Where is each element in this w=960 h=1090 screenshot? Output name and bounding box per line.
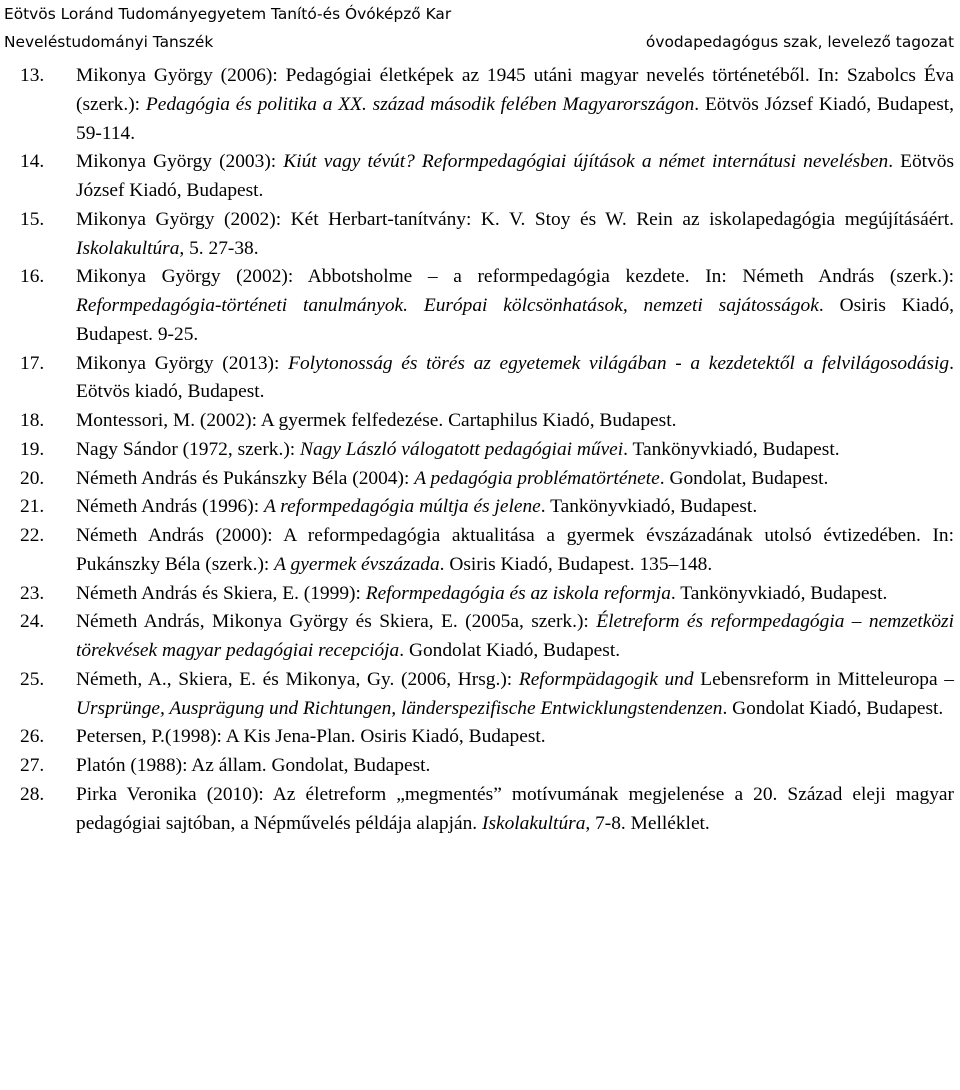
reference-text: Mikonya György (2006): Pedagógiai életképek az 1945 utáni magyar nevelés történetéből. In: Szabolcs Éva (szerk.):	[76, 65, 954, 115]
reference-text: Németh András, Mikonya György és Skiera, E. (2005a, szerk.):	[76, 611, 597, 633]
reference-number: 20.	[20, 467, 45, 489]
reference-text: Németh András és Skiera, E. (1999):	[76, 582, 366, 604]
reference-number: 26.	[20, 726, 45, 748]
reference-text: . Gondolat, Budapest.	[659, 467, 829, 489]
reference-text: Platón (1988): Az állam. Gondolat, Budapest.	[76, 755, 431, 776]
reference-text: . Tankönyvkiadó, Budapest.	[670, 582, 888, 604]
department-name: Neveléstudományi Tanszék	[4, 33, 214, 51]
reference-item	[20, 465, 954, 494]
reference-item	[20, 752, 954, 781]
reference-text: . Eötvös József Kiadó, Budapest.	[76, 151, 954, 201]
reference-text: . Tankönyvkiadó, Budapest.	[623, 438, 840, 460]
reference-text: . Gondolat Kiadó, Budapest.	[722, 697, 944, 719]
reference-text: Németh András (1996):	[76, 496, 264, 518]
reference-text: Petersen, P.(1998): A Kis Jena-Plan. Osiris Kiadó, Budapest.	[76, 726, 546, 748]
reference-item	[20, 263, 954, 349]
reference-item	[20, 666, 954, 724]
reference-item	[20, 580, 954, 609]
reference-text: . Eötvös kiadó, Budapest.	[76, 352, 954, 403]
reference-text: . Gondolat Kiadó, Budapest.	[399, 640, 621, 661]
reference-title-italic: Folytonosság és törés az egyetemek világában - a kezdetektől a felvilágosodásig	[288, 352, 950, 374]
reference-text: Németh András és Pukánszky Béla (2004):	[76, 467, 415, 489]
reference-title-italic: Reformpedagógia és az iskola reformja	[365, 582, 671, 604]
reference-title-italic: Iskolakultúra	[481, 812, 586, 834]
reference-text: Mikonya György (2003):	[76, 151, 284, 173]
reference-title-italic: Nagy László válogatott pedagógiai művei	[300, 438, 624, 460]
reference-title-italic: Kiút vagy tévút? Reformpedagógiai újítások a német internátusi nevelésben	[283, 151, 889, 173]
reference-number: 13.	[20, 65, 45, 86]
page-header	[0, 0, 960, 60]
reference-item	[20, 350, 954, 408]
reference-text: Nagy Sándor (1972, szerk.):	[76, 438, 301, 460]
reference-item	[20, 407, 954, 436]
reference-item	[20, 522, 954, 580]
reference-title-italic: Ursprünge, Ausprägung und Richtungen, länderspezifische Entwicklungstendenzen	[76, 697, 723, 719]
reference-item	[20, 608, 954, 666]
reference-number: 21.	[20, 496, 45, 518]
reference-text: , 7-8. Melléklet.	[585, 812, 710, 834]
reference-text: Mikonya György (2002): Abbotsholme – a reformpedagógia kezdete. In: Németh András (szerk.):	[76, 266, 954, 288]
reference-item	[20, 62, 954, 148]
reference-text: Pirka Veronika (2010): Az életreform „megmentés” motívumának megjelenése a 20. Század eleji magyar pedagógiai sajtóban, a Népművelés példája alapján.	[76, 783, 954, 834]
reference-title-italic: Reformpädagogik und	[518, 668, 694, 690]
reference-title-italic: Iskolakultúra	[76, 237, 180, 259]
reference-number: 24.	[20, 611, 45, 633]
reference-number: 27.	[20, 755, 45, 776]
reference-text: Mikonya György (2002): Két Herbart-tanítvány: K. V. Stoy és W. Rein az iskolapedagógia megújításáért.	[76, 208, 954, 230]
reference-text: . Osiris Kiadó, Budapest. 135–148.	[439, 553, 713, 575]
reference-title-italic: A reformpedagógia múltja és jelene	[263, 496, 541, 518]
reference-number: 22.	[20, 525, 45, 546]
reference-item	[20, 206, 954, 264]
university-name: Eötvös Loránd Tudományegyetem Tanító-és Óvóképző Kar	[4, 5, 452, 23]
reference-title-italic: A pedagógia problématörténete	[414, 467, 660, 489]
reference-item	[20, 148, 954, 206]
reference-number: 15.	[20, 208, 45, 230]
reference-text: Németh András (2000): A reformpedagógia aktualitása a gyermek évszázadának utolsó évtizedében. In: Pukánszky Béla (szerk.):	[76, 525, 954, 575]
reference-title-italic: Reformpedagógia-történeti tanulmányok. Európai kölcsönhatások, nemzeti sajátosságok	[76, 295, 819, 316]
reference-text: Montessori, M. (2002): A gyermek felfedezése. Cartaphilus Kiadó, Budapest.	[76, 410, 677, 431]
reference-item	[20, 723, 954, 752]
reference-text: Németh, A., Skiera, E. és Mikonya, Gy. (2006, Hrsg.):	[76, 668, 519, 690]
reference-text: Lebensreform in Mitteleuropa –	[693, 668, 954, 690]
reference-item	[20, 493, 954, 522]
program-name: óvodapedagógus szak, levelező tagozat	[645, 33, 954, 51]
reference-number: 28.	[20, 783, 45, 805]
reference-number: 19.	[20, 438, 45, 460]
reference-text: . Tankönyvkiadó, Budapest.	[540, 496, 758, 518]
reference-item	[20, 436, 954, 465]
reference-number: 25.	[20, 668, 45, 690]
reference-title-italic: Életreform és reformpedagógia – nemzetközi törekvések magyar pedagógiai recepciója	[76, 611, 954, 661]
reference-text: . Eötvös József Kiadó, Budapest, 59-114.	[76, 93, 954, 144]
reference-number: 23.	[20, 582, 45, 604]
reference-text: , 5. 27-38.	[179, 237, 259, 259]
reference-number: 16.	[20, 266, 45, 288]
reference-number: 17.	[20, 352, 45, 374]
reference-number: 18.	[20, 410, 45, 431]
reference-number: 14.	[20, 151, 45, 173]
reference-title-italic: Pedagógia és politika a XX. század második felében Magyarországon	[145, 93, 695, 115]
reference-title-italic: A gyermek évszázada	[274, 553, 440, 575]
reference-item	[20, 781, 954, 839]
reference-text: Mikonya György (2013):	[76, 352, 289, 374]
reference-text: . Osiris Kiadó, Budapest. 9-25.	[76, 295, 955, 345]
reference-list	[20, 62, 954, 838]
